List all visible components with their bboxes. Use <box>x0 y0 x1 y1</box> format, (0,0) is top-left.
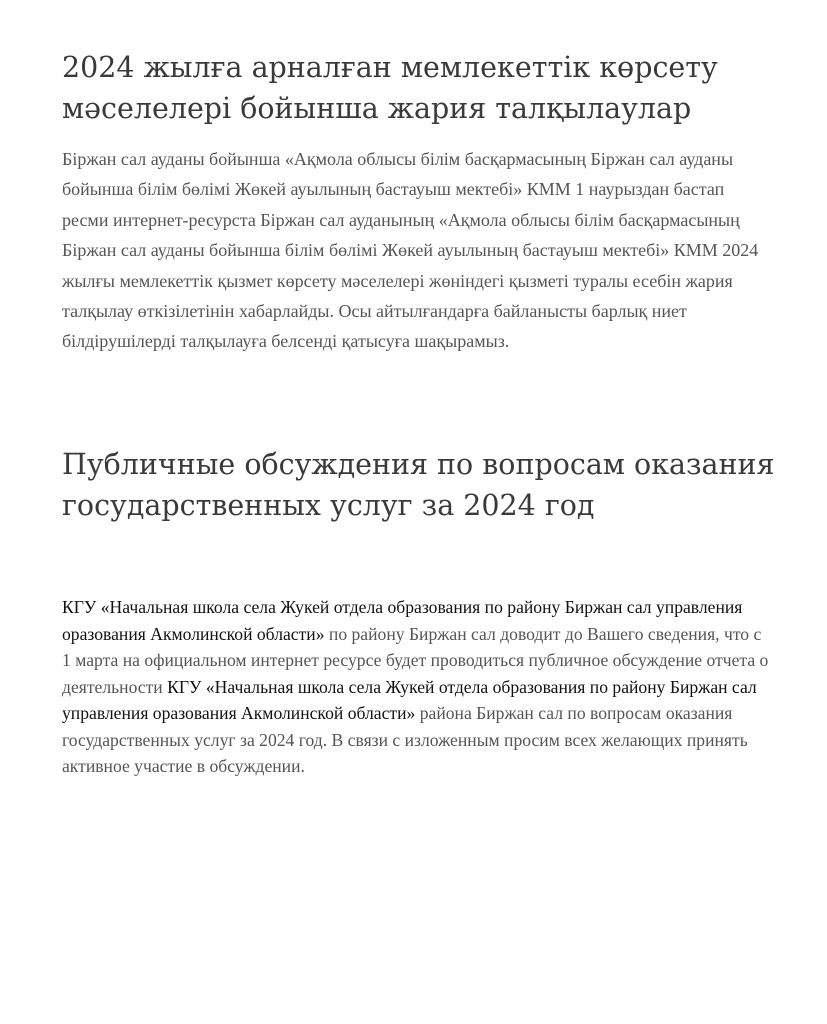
kazakh-paragraph: Біржан сал ауданы бойынша «Ақмола облысы білім басқармасының Біржан сал ауданы бойынша білім бөлімі Жөкей ауылының бастауыш мектебі» КММ 1 наурыздан бастап ресми интернет-ресурста Біржан сал ауданының «Ақмола облысы білім басқармасының Біржан сал ауданы бойынша білім бөлімі Жөкей ауылының бастауыш мектебі» КММ 2024 жылғы мемлекеттік қызмет көрсету мәселелері жөніндегі қызметі туралы есебін жария талқылау өткізілетінін хабарлайды. Осы айтылғандарға байланысты барлық ниет білдірушілерді талқылауға белсенді қатысуға шақырамыз. <box>62 149 759 352</box>
organization-name: КГУ «Начальная школа села Жукей отдела образования по району Биржан сал управления оразования Акмолинской области» <box>62 676 757 723</box>
russian-paragraph <box>62 594 774 780</box>
paragraph-text: по району Биржан сал доводит до Вашего сведения, что с 1 марта на официальном интернет ресурсе будет проводиться публичное обсуждение отчета о деятельности <box>62 623 769 697</box>
kazakh-heading: 2024 жылға арналған мемлекеттік көрсету мәселелері бойынша жария талқылаулар <box>62 51 718 125</box>
russian-heading: Публичные обсуждения по вопросам оказания государственных услуг за 2024 год <box>62 448 775 522</box>
organization-name: КГУ «Начальная школа села Жукей отдела образования по району Биржан сал управления оразования Акмолинской области» <box>62 597 743 644</box>
paragraph-text: района Биржан сал по вопросам оказания государственных услуг за 2024 год. В связи с изложенным просим всех желающих принять активное участие в обсуждении. <box>62 703 748 776</box>
